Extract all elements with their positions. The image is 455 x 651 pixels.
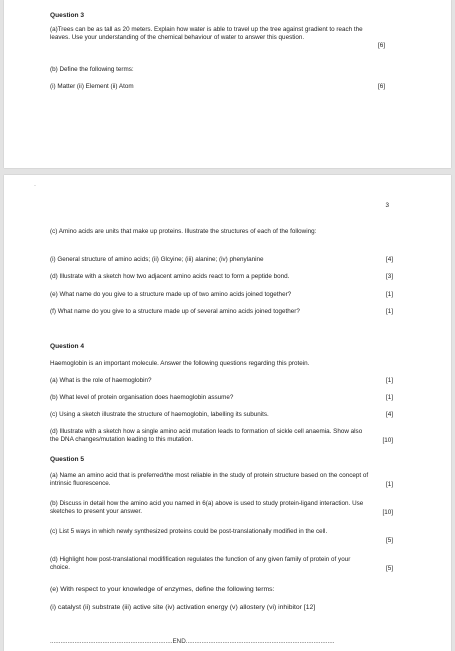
question-5d-text: (d) Highlight how post-translational modifification regulates the function of any given family of protein of your choice. <box>50 556 351 572</box>
question-3b-items-text: (i) Matter (ii) Element (ii) Atom <box>50 83 134 90</box>
question-3e-text: (e) What name do you give to a structure made up of two amino acids joined together? <box>50 291 292 298</box>
question-3b <box>50 66 393 74</box>
question-3b-items <box>50 83 385 91</box>
question-5b <box>50 500 393 516</box>
question-5e-items-text: (i) catalyst (ii) substrate (iii) active site (iv) activation energy (v) allostery (vi) inhibitor [12] <box>50 604 316 611</box>
question-3-heading: Question 3 <box>50 12 85 19</box>
question-3c-mark: [4] <box>385 256 393 263</box>
question-5a-mark: [1] <box>385 481 393 488</box>
question-3b-text: (b) Define the following terms: <box>50 66 134 73</box>
question-4b-mark: [1] <box>385 394 393 401</box>
question-4-intro-text: Haemoglobin is an important molecule. Answer the following questions regarding this protein. <box>50 360 310 367</box>
question-3f <box>50 308 393 316</box>
question-5e-items <box>50 604 397 612</box>
question-5c <box>50 528 393 544</box>
question-5c-text: (c) List 5 ways in which newly synthesized proteins could be post-translationally modified in the cell. <box>50 528 328 535</box>
question-4a-text: (a) What is the role of haemoglobin? <box>50 377 152 384</box>
question-5b-text: (b) Discuss in detail how the amino acid you named in 6(a) above is used to study protein-ligand interaction. Use sketches to present your answer. <box>50 500 364 516</box>
question-4a <box>50 377 393 385</box>
document-page-1 <box>4 0 451 168</box>
question-3b-mark: [6] <box>377 83 385 90</box>
question-3d-mark: [3] <box>385 273 393 280</box>
question-4c <box>50 411 393 419</box>
question-5d-mark: [5] <box>385 565 393 572</box>
question-3a <box>50 26 385 49</box>
question-3c-items-text: (i) General structure of amino acids; (ii) Glcyine; (iii) alanine; (iv) phenylanine <box>50 256 264 263</box>
question-5c-mark: [5] <box>385 537 393 544</box>
question-4d <box>50 428 393 444</box>
question-3a-text: (a)Trees can be as tall as 20 meters. Explain how water is able to travel up the tree against gradient to reach the leaves. Use your understanding of the chemical behaviour of water to answer this question. <box>50 26 363 42</box>
document-page-2 <box>4 175 451 651</box>
page-number: 3 <box>385 202 389 209</box>
question-3f-mark: [1] <box>385 308 393 315</box>
question-4c-text: (c) Using a sketch illustrate the structure of haemoglobin, labelling its subunits. <box>50 411 269 418</box>
end-marker: ......................................................................END..................................................................................... <box>50 638 335 645</box>
question-5-heading: Question 5 <box>50 456 85 463</box>
question-4d-mark: [10] <box>382 437 393 444</box>
question-5e <box>50 586 393 594</box>
question-5a-text: (a) Name an amino acid that is preferred/the most reliable in the study of protein structure based on the concept of intrinsic fluorescence. <box>50 472 369 488</box>
question-4d-text: (d) Illustrate with a sketch how a single amino acid mutation leads to formation of sickle cell anaemia. Show also the DNA changes/mutation leading to this mutation. <box>50 428 363 444</box>
question-4-heading: Question 4 <box>50 343 85 350</box>
question-3f-text: (f) What name do you give to a structure made up of several amino acids joined together? <box>50 308 300 315</box>
question-3c-text: (c) Amino acids are units that make up proteins. Illustrate the structures of each of the following: <box>50 228 317 235</box>
question-4c-mark: [4] <box>385 411 393 418</box>
question-4a-mark: [1] <box>385 377 393 384</box>
question-3d <box>50 273 393 281</box>
question-4b-text: (b) What level of protein organisation does haemoglobin assume? <box>50 394 234 401</box>
question-5a <box>50 472 393 488</box>
stray-mark: · <box>34 183 36 189</box>
question-3c-items <box>50 256 393 264</box>
question-3a-mark: [6] <box>377 42 385 49</box>
question-3e-mark: [1] <box>385 291 393 298</box>
question-3e <box>50 291 393 299</box>
question-4b <box>50 394 393 402</box>
question-4-intro <box>50 360 393 368</box>
question-5b-mark: [10] <box>382 509 393 516</box>
question-5d <box>50 556 393 572</box>
question-3c <box>50 228 393 236</box>
question-3d-text: (d) Illustrate with a sketch how two adjacent amino acids react to form a peptide bond. <box>50 273 290 280</box>
question-5e-text: (e) With respect to your knowledge of enzymes, define the following terms: <box>50 586 275 593</box>
